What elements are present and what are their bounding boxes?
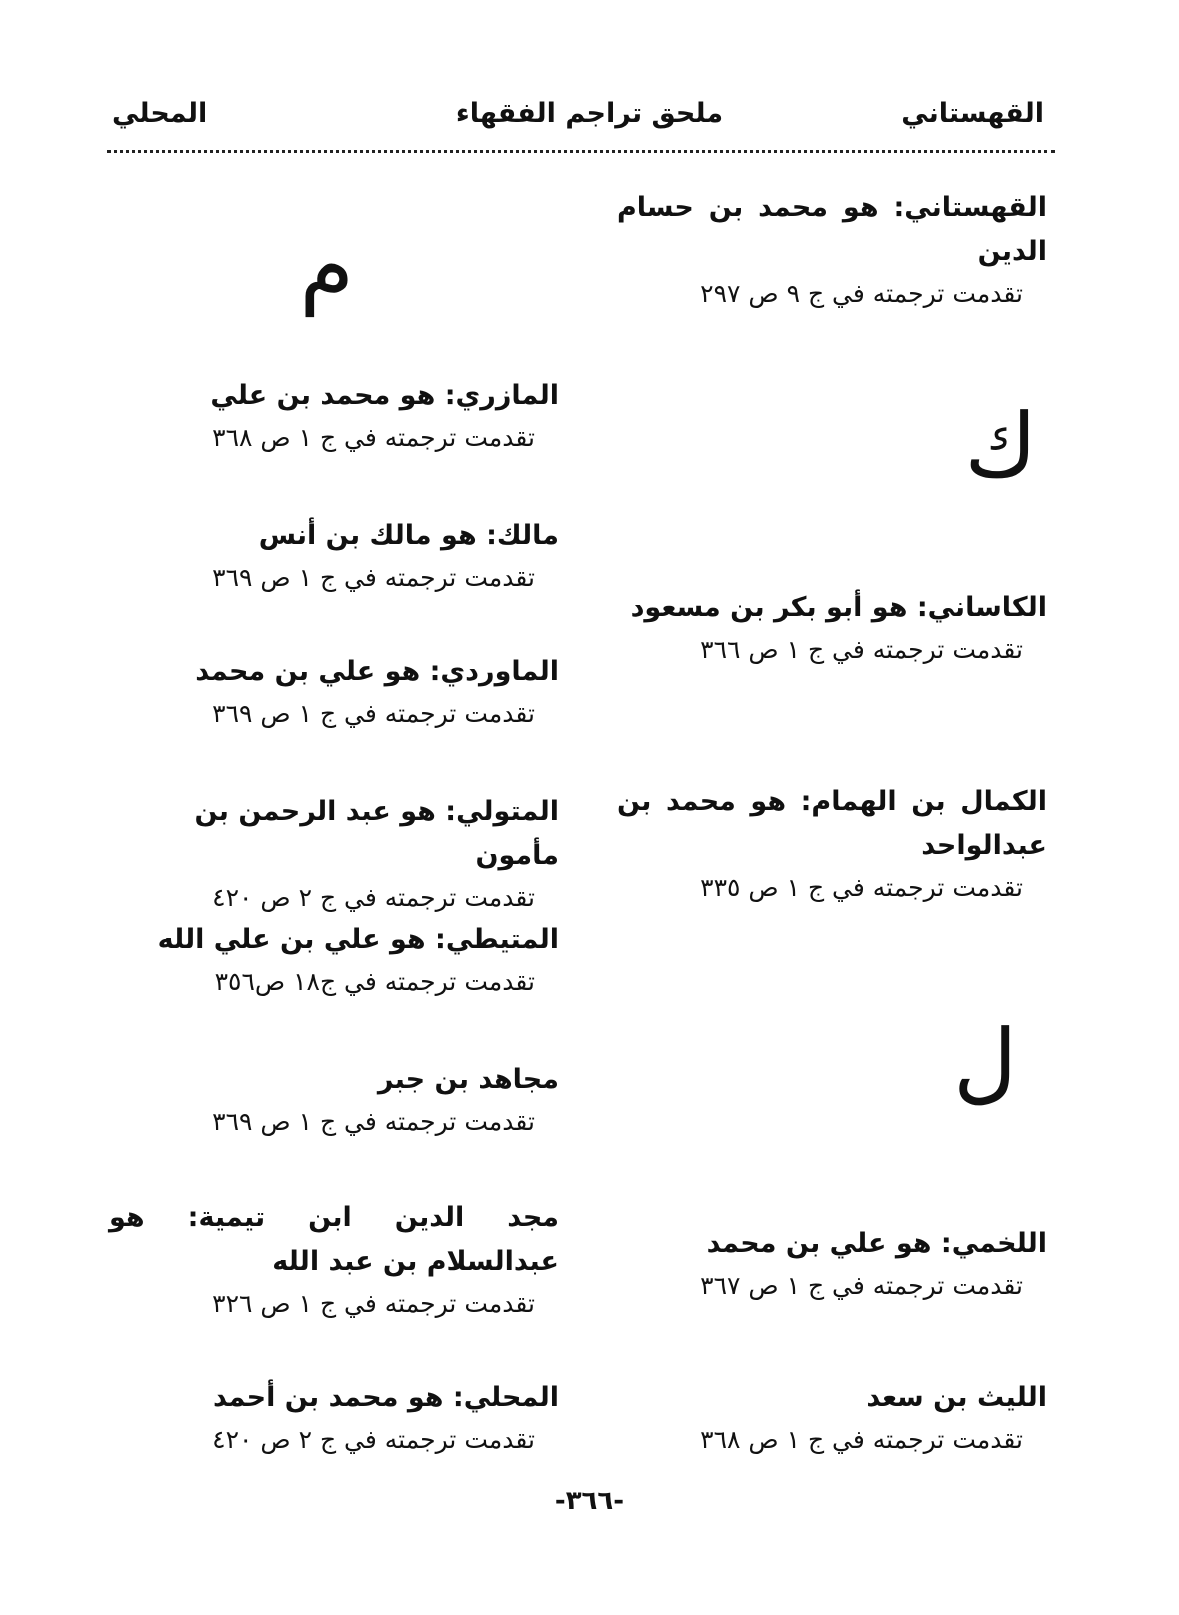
section-letter-lam: ل — [953, 1010, 1017, 1113]
running-header-left: المحلي — [112, 98, 208, 129]
entry-name: الليث بن سعد — [866, 1382, 1047, 1413]
entry-name: المازري: هو محمد بن علي — [210, 380, 559, 411]
section-letter-kaf: ك — [964, 394, 1037, 497]
entry-reference: تقدمت ترجمته في ج ٩ ص ٢٩٧ — [700, 279, 1023, 308]
entry-mutawalli — [109, 790, 559, 918]
entry-kasani — [617, 586, 1047, 670]
page-number: -٣٦٦- — [554, 1486, 625, 1516]
entry-quhistani — [617, 186, 1047, 314]
entry-kamal-ibn-humam — [617, 780, 1047, 908]
entry-reference: تقدمت ترجمته في ج ١ ص ٣٦٦ — [700, 635, 1023, 664]
entry-reference: تقدمت ترجمته في ج ١ ص ٣٢٦ — [212, 1289, 535, 1318]
right-column — [617, 0, 1047, 1615]
entry-mazari — [109, 374, 559, 458]
entry-name: الماوردي: هو علي بن محمد — [195, 656, 559, 687]
entry-reference: تقدمت ترجمته في ج ١ ص ٣٦٩ — [212, 563, 535, 592]
left-column — [109, 0, 559, 1615]
entry-reference: تقدمت ترجمته في ج ٢ ص ٤٢٠ — [212, 1425, 535, 1454]
entry-name: اللخمي: هو علي بن محمد — [706, 1228, 1047, 1259]
entry-reference: تقدمت ترجمته في ج ٢ ص ٤٢٠ — [212, 883, 535, 912]
entry-malik — [109, 514, 559, 598]
entry-mutaytiy — [109, 918, 559, 1002]
entry-reference: تقدمت ترجمته في ج ١ ص ٣٦٨ — [212, 423, 535, 452]
entry-name: مجاهد بن جبر — [377, 1064, 559, 1095]
entry-reference: تقدمت ترجمته في ج ١ ص ٣٦٩ — [212, 699, 535, 728]
entry-reference: تقدمت ترجمته في ج١٨ ص٣٥٦ — [214, 967, 535, 996]
entry-name: المتولي: هو عبد الرحمن بن مأمون — [194, 796, 559, 871]
entry-mahalli — [109, 1376, 559, 1460]
entry-name: مالك: هو مالك بن أنس — [258, 520, 559, 551]
entry-majd-ibn-taymiyya — [109, 1196, 559, 1324]
running-header-right: القهستاني — [901, 98, 1044, 129]
entry-name: الكمال بن الهمام: هو محمد بن عبدالواحد — [617, 786, 1047, 861]
entry-lakhmi — [617, 1222, 1047, 1306]
entry-name: المحلي: هو محمد بن أحمد — [212, 1382, 559, 1413]
section-letter-mim: م — [299, 214, 354, 317]
running-header-title: ملحق تراجم الفقهاء — [455, 98, 724, 129]
entry-name: القهستاني: هو محمد بن حسام الدين — [617, 192, 1047, 267]
entry-name: المتيطي: هو علي بن علي الله — [157, 924, 559, 955]
entry-reference: تقدمت ترجمته في ج ١ ص ٣٦٧ — [700, 1271, 1023, 1300]
entry-name: مجد الدين ابن تيمية: هو عبدالسلام بن عبد الله — [109, 1202, 559, 1277]
entry-reference: تقدمت ترجمته في ج ١ ص ٣٣٥ — [700, 873, 1023, 902]
entry-name: الكاساني: هو أبو بكر بن مسعود — [630, 592, 1047, 623]
entry-mujahid — [109, 1058, 559, 1142]
entry-layth-ibn-sad — [617, 1376, 1047, 1460]
entry-reference: تقدمت ترجمته في ج ١ ص ٣٦٩ — [212, 1107, 535, 1136]
entry-reference: تقدمت ترجمته في ج ١ ص ٣٦٨ — [700, 1425, 1023, 1454]
entry-mawardi — [109, 650, 559, 734]
